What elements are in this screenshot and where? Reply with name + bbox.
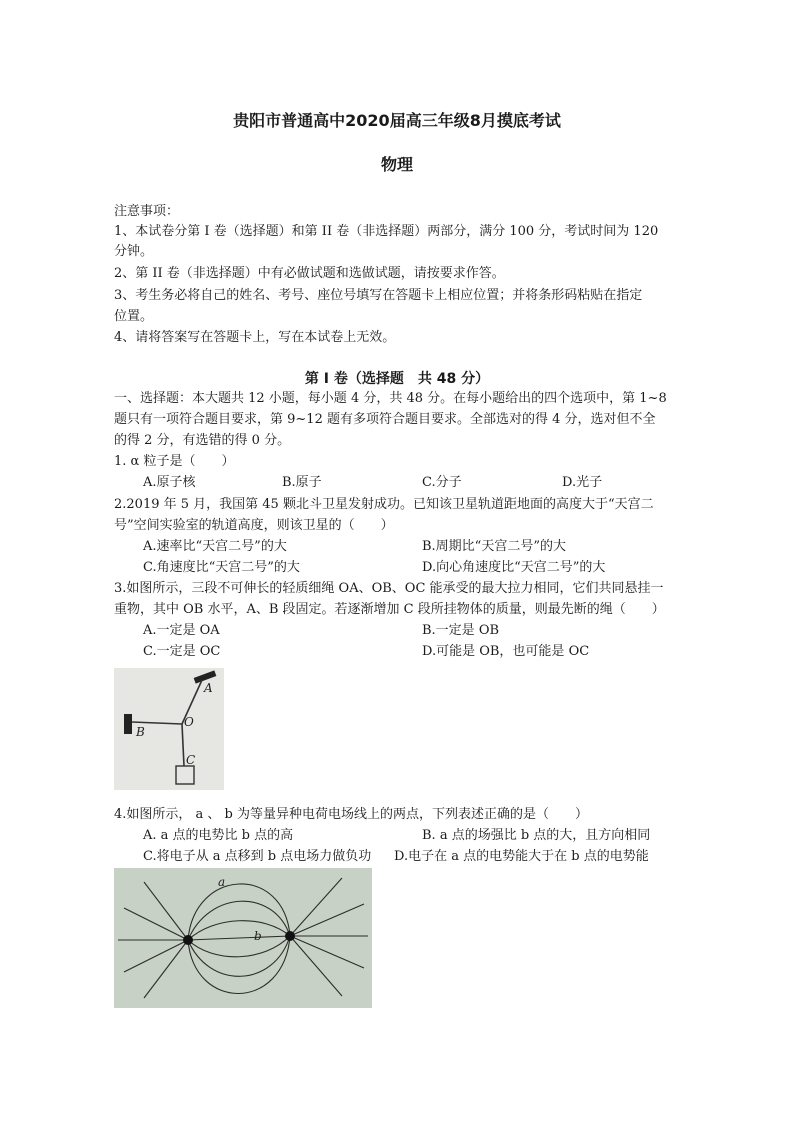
q4-option-d: D.电子在 a 点的电势能大于在 b 点的电势能 (394, 849, 649, 864)
q1-option-a: A.原子核 (143, 475, 196, 490)
q4-option-b: B. a 点的场强比 b 点的大，且方向相同 (422, 828, 651, 843)
question-2-stem: 号”空间实验室的轨道高度，则该卫星的（ ） (114, 518, 394, 533)
positive-charge (183, 935, 193, 945)
rope-diagram (114, 668, 224, 790)
wall-support (124, 714, 132, 734)
notice-line: 分钟。 (114, 244, 154, 259)
label-point-b: b (254, 929, 262, 943)
q3-option-a: A.一定是 OA (143, 623, 220, 638)
question-3-stem: 重物，其中 OB 水平，A、B 段固定。若逐渐增加 C 段所挂物体的质量，则最先断的绳（ ） (114, 602, 665, 617)
q2-option-c: C.角速度比“天宫二号”的大 (143, 560, 300, 575)
q4-option-c: C.将电子从 a 点移到 b 点电场力做负功 (143, 849, 372, 864)
notice-line: 4、请将答案写在答题卡上，写在本试卷上无效。 (114, 330, 396, 345)
label-c: C (186, 753, 196, 767)
q3-option-b: B.一定是 OB (422, 623, 500, 638)
notice-line: 2、第 II 卷（非选择题）中有必做试题和选做试题，请按要求作答。 (114, 266, 505, 281)
question-4-stem: 4.如图所示， a 、 b 为等量异种电荷电场线上的两点，下列表述正确的是（ ） (114, 807, 589, 822)
question-2-stem: 2.2019 年 5 月，我国第 45 颗北斗卫星发射成功。已知该卫星轨道距地面的高度大于“天宫二 (114, 497, 654, 512)
hanging-weight (176, 766, 194, 784)
notice-line: 位置。 (114, 309, 154, 324)
field-figure (114, 868, 372, 1008)
label-o: O (184, 715, 194, 729)
notice-line: 3、考生务必将自己的姓名、考号、座位号填写在答题卡上相应位置；并将条形码粘贴在指定 (114, 288, 643, 303)
negative-charge (285, 931, 295, 941)
rope-oc (182, 724, 184, 766)
exam-title: 贵阳市普通高中2020届高三年级8月摸底考试 (233, 111, 561, 130)
field-lines (118, 878, 368, 998)
section-title: 第 I 卷（选择题 共 48 分） (304, 371, 490, 387)
q1-option-d: D.光子 (562, 475, 603, 490)
label-a: A (204, 681, 213, 695)
q2-option-a: A.速率比“天宫二号”的大 (143, 539, 287, 554)
label-b: B (136, 725, 145, 739)
q2-option-d: D.向心角速度比“天宫二号”的大 (422, 560, 606, 575)
q3-option-d: D.可能是 OB，也可能是 OC (422, 644, 590, 659)
notice-line: 1、本试卷分第 I 卷（选择题）和第 II 卷（非选择题）两部分，满分 100 分，考试时间为 120 (114, 224, 659, 239)
subject-title: 物理 (380, 155, 413, 174)
question-1-stem: 1. α 粒子是（ ） (114, 454, 235, 469)
q2-option-b: B.周期比“天宫二号”的大 (422, 539, 566, 554)
section-intro-line: 题只有一项符合题目要求，第 9~12 题有多项符合题目要求。全部选对的得 4 分，选对但不全 (114, 412, 656, 427)
q3-option-c: C.一定是 OC (143, 644, 221, 659)
q1-option-b: B.原子 (282, 475, 322, 490)
question-3-stem: 3.如图所示，三段不可伸长的轻质细绳 OA、OB、OC 能承受的最大拉力相同，它们共同悬挂一 (114, 581, 664, 596)
label-point-a: a (218, 875, 226, 889)
rope-ob (132, 722, 182, 724)
q4-option-a: A. a 点的电势比 b 点的高 (143, 828, 294, 843)
rope-figure (114, 668, 224, 790)
section-intro-line: 的得 2 分，有选错的得 0 分。 (114, 433, 291, 448)
notice-heading: 注意事项： (114, 204, 180, 219)
q1-option-c: C.分子 (422, 475, 462, 490)
field-line-diagram (114, 868, 372, 1008)
section-intro-line: 一、选择题：本大题共 12 小题，每小题 4 分，共 48 分。在每小题给出的四个选项中，第 1~8 (114, 391, 667, 406)
